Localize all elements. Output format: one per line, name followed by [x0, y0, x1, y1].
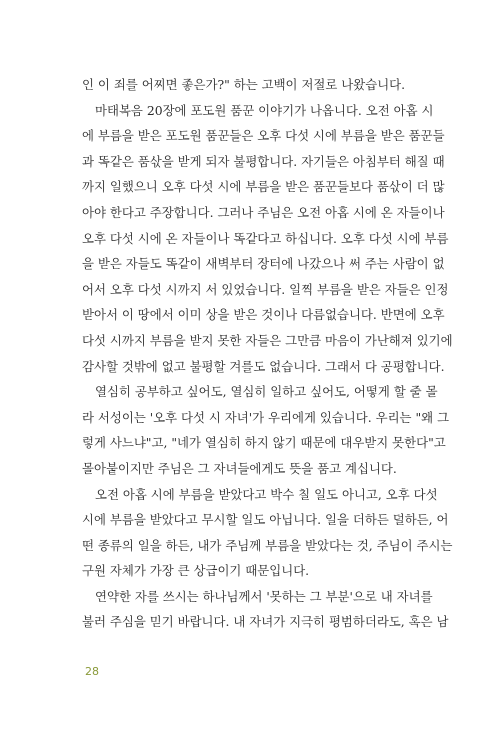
text-line: 구원 자체가 가장 큰 상급이기 때문입니다. — [82, 563, 310, 579]
text-line: 라 서성이는 '오후 다섯 시 자녀'가 우리에게 있습니다. 우리는 "왜 그 — [82, 409, 450, 425]
text-line: 과 똑같은 품삯을 받게 되자 불평합니다. 자기들은 아침부터 해질 때 — [82, 153, 445, 169]
text-line: 감사할 것밖에 없고 불평할 겨를도 없습니다. 그래서 다 공평합니다. — [82, 358, 445, 374]
text-line: 열심히 공부하고 싶어도, 열심히 일하고 싶어도, 어떻게 할 줄 몰 — [95, 384, 438, 400]
text-line: 불러 주심을 믿기 바랍니다. 내 자녀가 지극히 평범하더라도, 혹은 남 — [82, 614, 449, 630]
text-line: 렇게 사느냐"고, "네가 열심히 하지 않기 때문에 대우받지 못한다"고 — [82, 435, 446, 451]
text-line: 을 받은 자들도 똑같이 새벽부터 장터에 나갔으나 써 주는 사람이 없 — [82, 256, 445, 272]
text-line: 오전 아홉 시에 부름을 받았다고 박수 칠 일도 아니고, 오후 다섯 — [95, 486, 438, 502]
text-line: 어서 오후 다섯 시까지 서 있었습니다. 일찍 부름을 받은 자들은 인정 — [82, 281, 449, 297]
text-line: 에 부름을 받은 포도원 품꾼들은 오후 다섯 시에 부름을 받은 품꾼들 — [82, 128, 445, 144]
text-line: 아야 한다고 주장합니다. 그러나 주님은 오전 아홉 시에 온 자들이나 — [82, 204, 445, 220]
text-line: 마태복음 20장에 포도원 품꾼 이야기가 나옵니다. 오전 아홉 시 — [95, 102, 434, 118]
text-line: 받아서 이 땅에서 이미 상을 받은 것이나 다름없습니다. 반면에 오후 — [82, 307, 445, 323]
text-line: 오후 다섯 시에 온 자들이나 똑같다고 하십니다. 오후 다섯 시에 부름 — [82, 230, 449, 246]
text-line: 까지 일했으니 오후 다섯 시에 부름을 받은 품꾼들보다 품삯이 더 많 — [82, 179, 445, 195]
page-number: 28 — [85, 665, 99, 678]
text-line: 다섯 시까지 부름을 받지 못한 자들은 그만큼 마음이 가난해져 있기에 — [82, 332, 453, 348]
text-line: 인 이 죄를 어찌면 좋은가?" 하는 고백이 저절로 나왔습니다. — [82, 77, 406, 92]
text-line: 떤 종류의 일을 하든, 내가 주님께 부름을 받았다는 것, 주님이 주시는 — [82, 537, 453, 553]
body-text — [82, 72, 453, 635]
text-line: 시에 부름을 받았다고 무시할 일도 아닙니다. 일을 더하든 덜하든, 어 — [82, 512, 449, 528]
text-line: 몰아붙이지만 주님은 그 자녀들에게도 뜻을 품고 계십니다. — [82, 460, 397, 476]
text-line: 연약한 자를 쓰시는 하나님께서 '못하는 그 부분'으로 내 자녀를 — [95, 588, 433, 604]
